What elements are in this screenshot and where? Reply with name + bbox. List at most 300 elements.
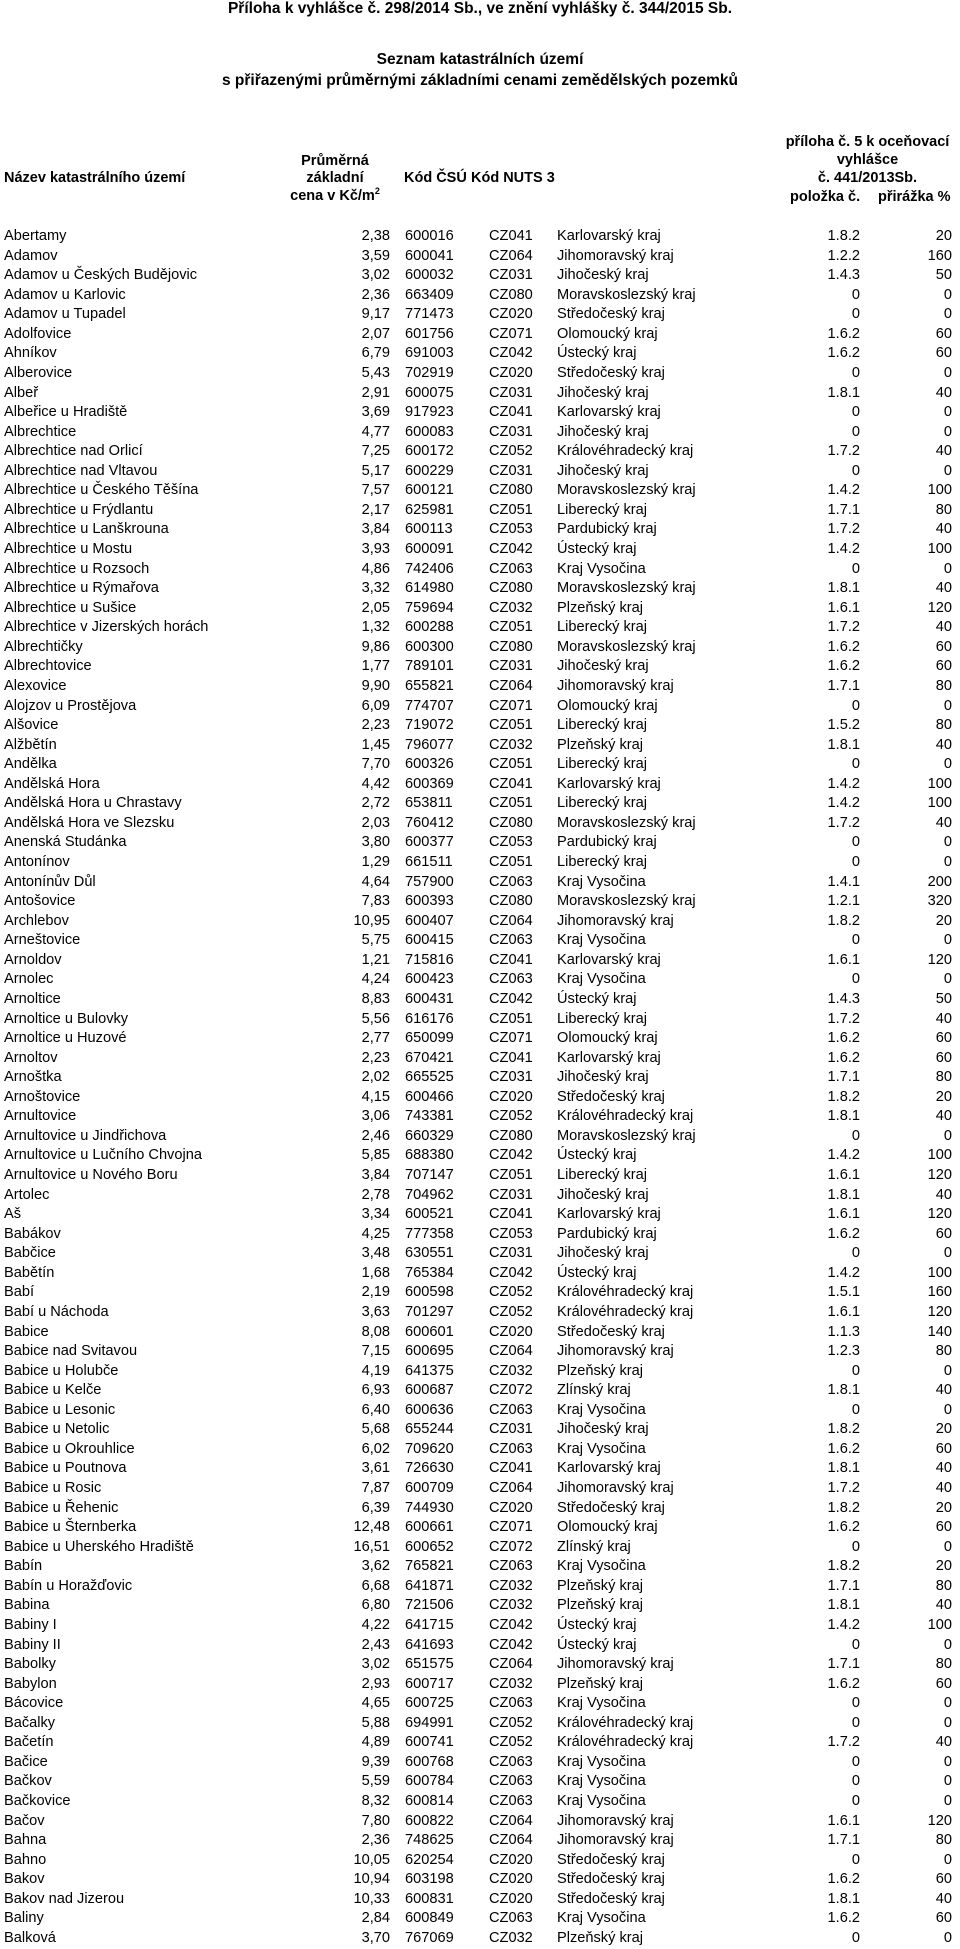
region-name: Karlovarský kraj [557, 1460, 661, 1477]
nuts3-code: CZ051 [489, 756, 533, 773]
region-name: Kraj Vysočina [557, 560, 646, 577]
nuts3-code: CZ063 [489, 1401, 533, 1418]
column-header-prirazka: přirážka % [878, 189, 951, 205]
polozka-number: 0 [851, 1695, 860, 1712]
csu-code: 691003 [405, 345, 454, 362]
average-price: 3,32 [361, 580, 390, 597]
table-row [0, 873, 960, 893]
cadastral-name: Antošovice [4, 893, 76, 910]
region-name: Plzeňský kraj [557, 736, 643, 753]
polozka-number: 1.8.1 [827, 1186, 860, 1203]
cadastral-name: Babice u Netolic [4, 1421, 110, 1438]
surcharge-percent: 0 [943, 834, 952, 851]
polozka-number: 1.4.1 [827, 873, 860, 890]
average-price: 7,80 [361, 1812, 390, 1829]
table-row [0, 403, 960, 423]
average-price: 3,61 [361, 1460, 390, 1477]
cadastral-name: Arnultovice [4, 1108, 77, 1125]
average-price: 2,46 [361, 1127, 390, 1144]
average-price: 6,80 [361, 1597, 390, 1614]
csu-code: 765384 [405, 1264, 454, 1281]
surcharge-percent: 20 [935, 1088, 952, 1105]
average-price: 4,24 [361, 971, 390, 988]
table-row [0, 1107, 960, 1127]
polozka-number: 1.7.2 [827, 1010, 860, 1027]
cadastral-name: Babí u Náchoda [4, 1303, 109, 1320]
nuts3-code: CZ064 [489, 1343, 533, 1360]
nuts3-code: CZ041 [489, 1206, 533, 1223]
csu-code: 600288 [405, 619, 454, 636]
polozka-number: 1.8.1 [827, 580, 860, 597]
surcharge-percent: 40 [935, 814, 952, 831]
cadastral-name: Alexovice [4, 677, 67, 694]
surcharge-percent: 0 [943, 423, 952, 440]
surcharge-percent: 80 [935, 717, 952, 734]
csu-code: 600415 [405, 932, 454, 949]
table-row [0, 579, 960, 599]
nuts3-code: CZ041 [489, 951, 533, 968]
document-title: Seznam katastrálních území [376, 51, 584, 68]
nuts3-code: CZ041 [489, 775, 533, 792]
table-row [0, 1420, 960, 1440]
surcharge-percent: 120 [927, 951, 952, 968]
region-name: Jihomoravský kraj [557, 677, 674, 694]
average-price: 1,32 [361, 619, 390, 636]
table-row [0, 833, 960, 853]
average-price: 2,17 [361, 501, 390, 518]
region-name: Kraj Vysočina [557, 1440, 646, 1457]
average-price: 2,05 [361, 599, 390, 616]
region-name: Karlovarský kraj [557, 775, 661, 792]
nuts3-code: CZ072 [489, 1538, 533, 1555]
region-name: Jihočeský kraj [557, 1421, 649, 1438]
polozka-number: 1.4.2 [827, 482, 860, 499]
table-row [0, 618, 960, 638]
region-name: Liberecký kraj [557, 756, 648, 773]
table-row [0, 1205, 960, 1225]
nuts3-code: CZ041 [489, 228, 533, 244]
csu-code: 796077 [405, 736, 454, 753]
region-name: Pardubický kraj [557, 834, 657, 851]
csu-code: 653811 [405, 795, 453, 812]
table-row [0, 266, 960, 286]
csu-code: 600113 [405, 521, 453, 538]
price-unit-superscript: 2 [374, 186, 380, 197]
region-name: Moravskoslezský kraj [557, 580, 696, 597]
csu-code: 765821 [405, 1558, 454, 1575]
cadastral-name: Bačkov [4, 1773, 52, 1790]
surcharge-percent: 120 [927, 1167, 952, 1183]
polozka-number: 1.6.2 [827, 1225, 860, 1242]
table-row [0, 853, 960, 873]
surcharge-percent: 160 [927, 1284, 952, 1301]
polozka-number: 1.7.1 [827, 1069, 860, 1086]
nuts3-code: CZ080 [489, 580, 533, 597]
csu-code: 600407 [405, 912, 454, 929]
table-row [0, 325, 960, 345]
csu-code: 748625 [405, 1832, 454, 1849]
polozka-number: 1.7.2 [827, 814, 860, 831]
average-price: 7,57 [361, 482, 390, 499]
table-row [0, 1029, 960, 1049]
csu-code: 600598 [405, 1284, 454, 1301]
column-header-price-line1: Průměrná [301, 153, 369, 169]
polozka-number: 0 [851, 1538, 860, 1555]
region-name: Královéhradecký kraj [557, 1714, 694, 1731]
table-row [0, 481, 960, 501]
surcharge-percent: 40 [935, 1108, 952, 1125]
cadastral-name: Arnultovice u Nového Boru [4, 1167, 178, 1183]
surcharge-percent: 60 [935, 1519, 952, 1536]
average-price: 2,19 [361, 1284, 390, 1301]
csu-code: 660329 [405, 1127, 454, 1144]
region-name: Ústecký kraj [557, 345, 637, 362]
polozka-number: 1.4.3 [827, 990, 860, 1007]
table-row [0, 1714, 960, 1734]
column-header-polozka: položka č. [790, 189, 861, 205]
region-name: Moravskoslezský kraj [557, 286, 696, 303]
polozka-number: 1.6.2 [827, 1910, 860, 1927]
cadastral-name: Babiny II [4, 1636, 61, 1653]
table-row [0, 1146, 960, 1166]
surcharge-percent: 40 [935, 580, 952, 597]
table-row [0, 599, 960, 619]
surcharge-percent: 0 [943, 932, 952, 949]
nuts3-code: CZ032 [489, 1577, 533, 1594]
region-name: Ústecký kraj [557, 1616, 637, 1633]
polozka-number: 1.1.3 [827, 1323, 860, 1340]
csu-code: 774707 [405, 697, 454, 714]
nuts3-code: CZ063 [489, 873, 533, 890]
surcharge-percent: 60 [935, 1225, 952, 1242]
region-name: Plzeňský kraj [557, 1362, 643, 1379]
surcharge-percent: 60 [935, 1049, 952, 1066]
csu-code: 600822 [405, 1812, 454, 1829]
csu-code: 767069 [405, 1929, 454, 1946]
csu-code: 600661 [405, 1519, 454, 1536]
cadastral-name: Bahno [4, 1851, 47, 1868]
surcharge-percent: 80 [935, 1656, 952, 1673]
cadastral-name: Alšovice [4, 717, 59, 734]
table-row [0, 1362, 960, 1382]
region-name: Liberecký kraj [557, 1167, 648, 1183]
surcharge-percent: 0 [943, 404, 952, 421]
csu-code: 759694 [405, 599, 454, 616]
polozka-number: 0 [851, 697, 860, 714]
cadastral-name: Babákov [4, 1225, 61, 1242]
csu-code: 641715 [405, 1616, 454, 1633]
table-row [0, 1518, 960, 1538]
average-price: 6,68 [361, 1577, 390, 1594]
cadastral-name: Babí [4, 1284, 35, 1301]
nuts3-code: CZ080 [489, 1127, 533, 1144]
cadastral-name: Bakov [4, 1871, 45, 1888]
csu-code: 600601 [405, 1323, 454, 1340]
cadastral-name: Aš [4, 1206, 22, 1223]
nuts3-code: CZ063 [489, 1558, 533, 1575]
surcharge-percent: 60 [935, 638, 952, 655]
nuts3-code: CZ063 [489, 1440, 533, 1457]
polozka-number: 1.8.1 [827, 1460, 860, 1477]
cadastral-name: Babylon [4, 1675, 57, 1692]
csu-code: 600423 [405, 971, 454, 988]
table-row [0, 344, 960, 364]
surcharge-percent: 80 [935, 1069, 952, 1086]
surcharge-percent: 0 [943, 1362, 952, 1379]
nuts3-code: CZ063 [489, 1753, 533, 1770]
surcharge-percent: 100 [927, 775, 952, 792]
cadastral-name: Adamov u Českých Budějovic [4, 267, 198, 284]
nuts3-code: CZ032 [489, 1597, 533, 1614]
surcharge-percent: 120 [927, 1303, 952, 1320]
polozka-number: 0 [851, 1753, 860, 1770]
table-row [0, 1812, 960, 1832]
polozka-number: 1.8.1 [827, 736, 860, 753]
cadastral-name: Babolky [4, 1656, 56, 1673]
region-name: Moravskoslezský kraj [557, 482, 696, 499]
table-row [0, 1596, 960, 1616]
csu-code: 760412 [405, 814, 454, 831]
csu-code: 665525 [405, 1069, 454, 1086]
average-price: 2,23 [361, 1049, 390, 1066]
table-row [0, 1831, 960, 1851]
average-price: 1,29 [361, 854, 390, 870]
table-row [0, 286, 960, 306]
table-row [0, 716, 960, 736]
nuts3-code: CZ020 [489, 1499, 533, 1516]
region-name: Kraj Vysočina [557, 1401, 646, 1418]
polozka-number: 0 [851, 423, 860, 440]
surcharge-percent: 0 [943, 306, 952, 323]
cadastral-name: Baliny [4, 1910, 44, 1927]
table-row [0, 1733, 960, 1753]
average-price: 5,75 [361, 932, 390, 949]
surcharge-percent: 40 [935, 443, 952, 460]
polozka-number: 0 [851, 404, 860, 421]
region-name: Středočeský kraj [557, 306, 665, 323]
region-name: Jihomoravský kraj [557, 1812, 674, 1829]
csu-code: 600521 [405, 1206, 454, 1223]
surcharge-percent: 80 [935, 1343, 952, 1360]
polozka-number: 1.7.2 [827, 443, 860, 460]
average-price: 6,09 [361, 697, 390, 714]
nuts3-code: CZ080 [489, 638, 533, 655]
polozka-number: 1.6.1 [827, 1206, 860, 1223]
average-price: 8,32 [361, 1793, 390, 1809]
average-price: 12,48 [353, 1519, 390, 1536]
table-row [0, 1166, 960, 1186]
table-row [0, 1342, 960, 1362]
nuts3-code: CZ041 [489, 1460, 533, 1477]
region-name: Karlovarský kraj [557, 1206, 661, 1223]
polozka-number: 1.4.2 [827, 775, 860, 792]
average-price: 4,65 [361, 1695, 390, 1712]
surcharge-percent: 40 [935, 1010, 952, 1027]
polozka-number: 1.6.2 [827, 325, 860, 342]
table-row [0, 657, 960, 677]
region-name: Jihomoravský kraj [557, 1343, 674, 1360]
polozka-number: 0 [851, 1851, 860, 1868]
cadastral-name: Albrechtice u Rozsoch [4, 560, 150, 577]
region-name: Kraj Vysočina [557, 1793, 646, 1809]
region-name: Ústecký kraj [557, 990, 637, 1007]
surcharge-percent: 120 [927, 1812, 952, 1829]
table-row [0, 364, 960, 384]
nuts3-code: CZ064 [489, 912, 533, 929]
polozka-number: 1.6.2 [827, 345, 860, 362]
average-price: 2,84 [361, 1910, 390, 1927]
average-price: 10,33 [353, 1890, 390, 1907]
table-row [0, 1655, 960, 1675]
nuts3-code: CZ031 [489, 384, 533, 401]
polozka-number: 0 [851, 1245, 860, 1262]
region-name: Plzeňský kraj [557, 1675, 643, 1692]
nuts3-code: CZ063 [489, 1793, 533, 1809]
surcharge-percent: 60 [935, 658, 952, 675]
region-name: Liberecký kraj [557, 1010, 648, 1027]
cadastral-table-body [0, 227, 960, 1949]
surcharge-percent: 20 [935, 1558, 952, 1575]
surcharge-percent: 80 [935, 501, 952, 518]
average-price: 7,70 [361, 756, 390, 773]
table-row [0, 1323, 960, 1343]
nuts3-code: CZ080 [489, 286, 533, 303]
region-name: Ústecký kraj [557, 1147, 637, 1164]
polozka-number: 1.6.2 [827, 1871, 860, 1888]
surcharge-percent: 120 [927, 599, 952, 616]
table-row [0, 1851, 960, 1871]
price-unit-text: cena v Kč/m [290, 188, 375, 204]
average-price: 9,90 [361, 677, 390, 694]
table-row [0, 1127, 960, 1147]
csu-code: 600687 [405, 1382, 454, 1399]
surcharge-percent: 40 [935, 1597, 952, 1614]
region-name: Středočeský kraj [557, 1851, 665, 1868]
average-price: 3,84 [361, 521, 390, 538]
cadastral-name: Bácovice [4, 1695, 64, 1712]
region-name: Liberecký kraj [557, 501, 648, 518]
nuts3-code: CZ071 [489, 325, 533, 342]
csu-code: 641693 [405, 1636, 454, 1653]
table-row [0, 1479, 960, 1499]
csu-code: 600768 [405, 1753, 454, 1770]
average-price: 3,02 [361, 1656, 390, 1673]
region-name: Pardubický kraj [557, 1225, 657, 1242]
region-name: Karlovarský kraj [557, 951, 661, 968]
region-name: Jihomoravský kraj [557, 1480, 674, 1496]
csu-code: 601756 [405, 325, 454, 342]
csu-code: 600032 [405, 267, 454, 284]
surcharge-percent: 20 [935, 1499, 952, 1516]
table-row [0, 1499, 960, 1519]
cadastral-name: Babice u Šternberka [4, 1519, 137, 1536]
region-name: Liberecký kraj [557, 795, 648, 812]
nuts3-code: CZ052 [489, 443, 533, 460]
region-name: Jihomoravský kraj [557, 1832, 674, 1849]
cadastral-name: Artolec [4, 1186, 50, 1203]
surcharge-percent: 40 [935, 1890, 952, 1907]
csu-code: 777358 [405, 1225, 454, 1242]
nuts3-code: CZ032 [489, 1362, 533, 1379]
surcharge-percent: 200 [927, 873, 952, 890]
csu-code: 789101 [405, 658, 454, 675]
polozka-number: 0 [851, 1773, 860, 1790]
region-name: Jihočeský kraj [557, 1186, 649, 1203]
surcharge-percent: 60 [935, 345, 952, 362]
cadastral-name: Anenská Studánka [4, 834, 127, 851]
surcharge-percent: 0 [943, 971, 952, 988]
polozka-number: 1.8.2 [827, 1421, 860, 1438]
polozka-number: 0 [851, 932, 860, 949]
surcharge-percent: 140 [927, 1323, 952, 1340]
cadastral-name: Antonínov [4, 854, 70, 870]
nuts3-code: CZ042 [489, 990, 533, 1007]
polozka-number: 1.4.2 [827, 1264, 860, 1281]
table-row [0, 1186, 960, 1206]
csu-code: 600016 [405, 228, 454, 244]
average-price: 2,02 [361, 1069, 390, 1086]
table-row [0, 305, 960, 325]
nuts3-code: CZ052 [489, 1714, 533, 1731]
table-row [0, 1772, 960, 1792]
nuts3-code: CZ041 [489, 1049, 533, 1066]
region-name: Plzeňský kraj [557, 1597, 643, 1614]
region-name: Jihočeský kraj [557, 658, 649, 675]
table-row [0, 227, 960, 247]
cadastral-name: Albrechtovice [4, 658, 92, 675]
cadastral-name: Albrechtičky [4, 638, 83, 655]
cadastral-name: Arneštovice [4, 932, 81, 949]
average-price: 7,25 [361, 443, 390, 460]
polozka-number: 0 [851, 364, 860, 381]
csu-code: 742406 [405, 560, 454, 577]
polozka-number: 0 [851, 971, 860, 988]
cadastral-name: Albrechtice [4, 423, 77, 440]
table-row [0, 1049, 960, 1069]
polozka-number: 1.7.1 [827, 501, 860, 518]
polozka-number: 0 [851, 1401, 860, 1418]
cadastral-name: Arnoltov [4, 1049, 58, 1066]
csu-code: 600709 [405, 1480, 454, 1496]
csu-code: 651575 [405, 1656, 454, 1673]
average-price: 6,40 [361, 1401, 390, 1418]
cadastral-name: Albrechtice u Frýdlantu [4, 501, 154, 518]
nuts3-code: CZ064 [489, 677, 533, 694]
region-name: Středočeský kraj [557, 1871, 665, 1888]
surcharge-percent: 80 [935, 1577, 952, 1594]
cadastral-name: Albrechtice u Sušice [4, 599, 137, 616]
csu-code: 620254 [405, 1851, 454, 1868]
table-row [0, 970, 960, 990]
average-price: 6,93 [361, 1382, 390, 1399]
polozka-number: 1.8.2 [827, 1558, 860, 1575]
region-name: Kraj Vysočina [557, 1773, 646, 1790]
cadastral-name: Albrechtice nad Vltavou [4, 462, 158, 479]
region-name: Plzeňský kraj [557, 599, 643, 616]
nuts3-code: CZ051 [489, 1010, 533, 1027]
polozka-number: 0 [851, 854, 860, 870]
region-name: Liberecký kraj [557, 854, 648, 870]
nuts3-code: CZ042 [489, 541, 533, 557]
polozka-number: 0 [851, 560, 860, 577]
region-name: Karlovarský kraj [557, 1049, 661, 1066]
cadastral-name: Albrechtice u Mostu [4, 541, 133, 557]
nuts3-code: CZ051 [489, 1167, 533, 1183]
region-name: Kraj Vysočina [557, 1753, 646, 1770]
table-row [0, 1870, 960, 1890]
cadastral-name: Alojzov u Prostějova [4, 697, 137, 714]
average-price: 6,39 [361, 1499, 390, 1516]
